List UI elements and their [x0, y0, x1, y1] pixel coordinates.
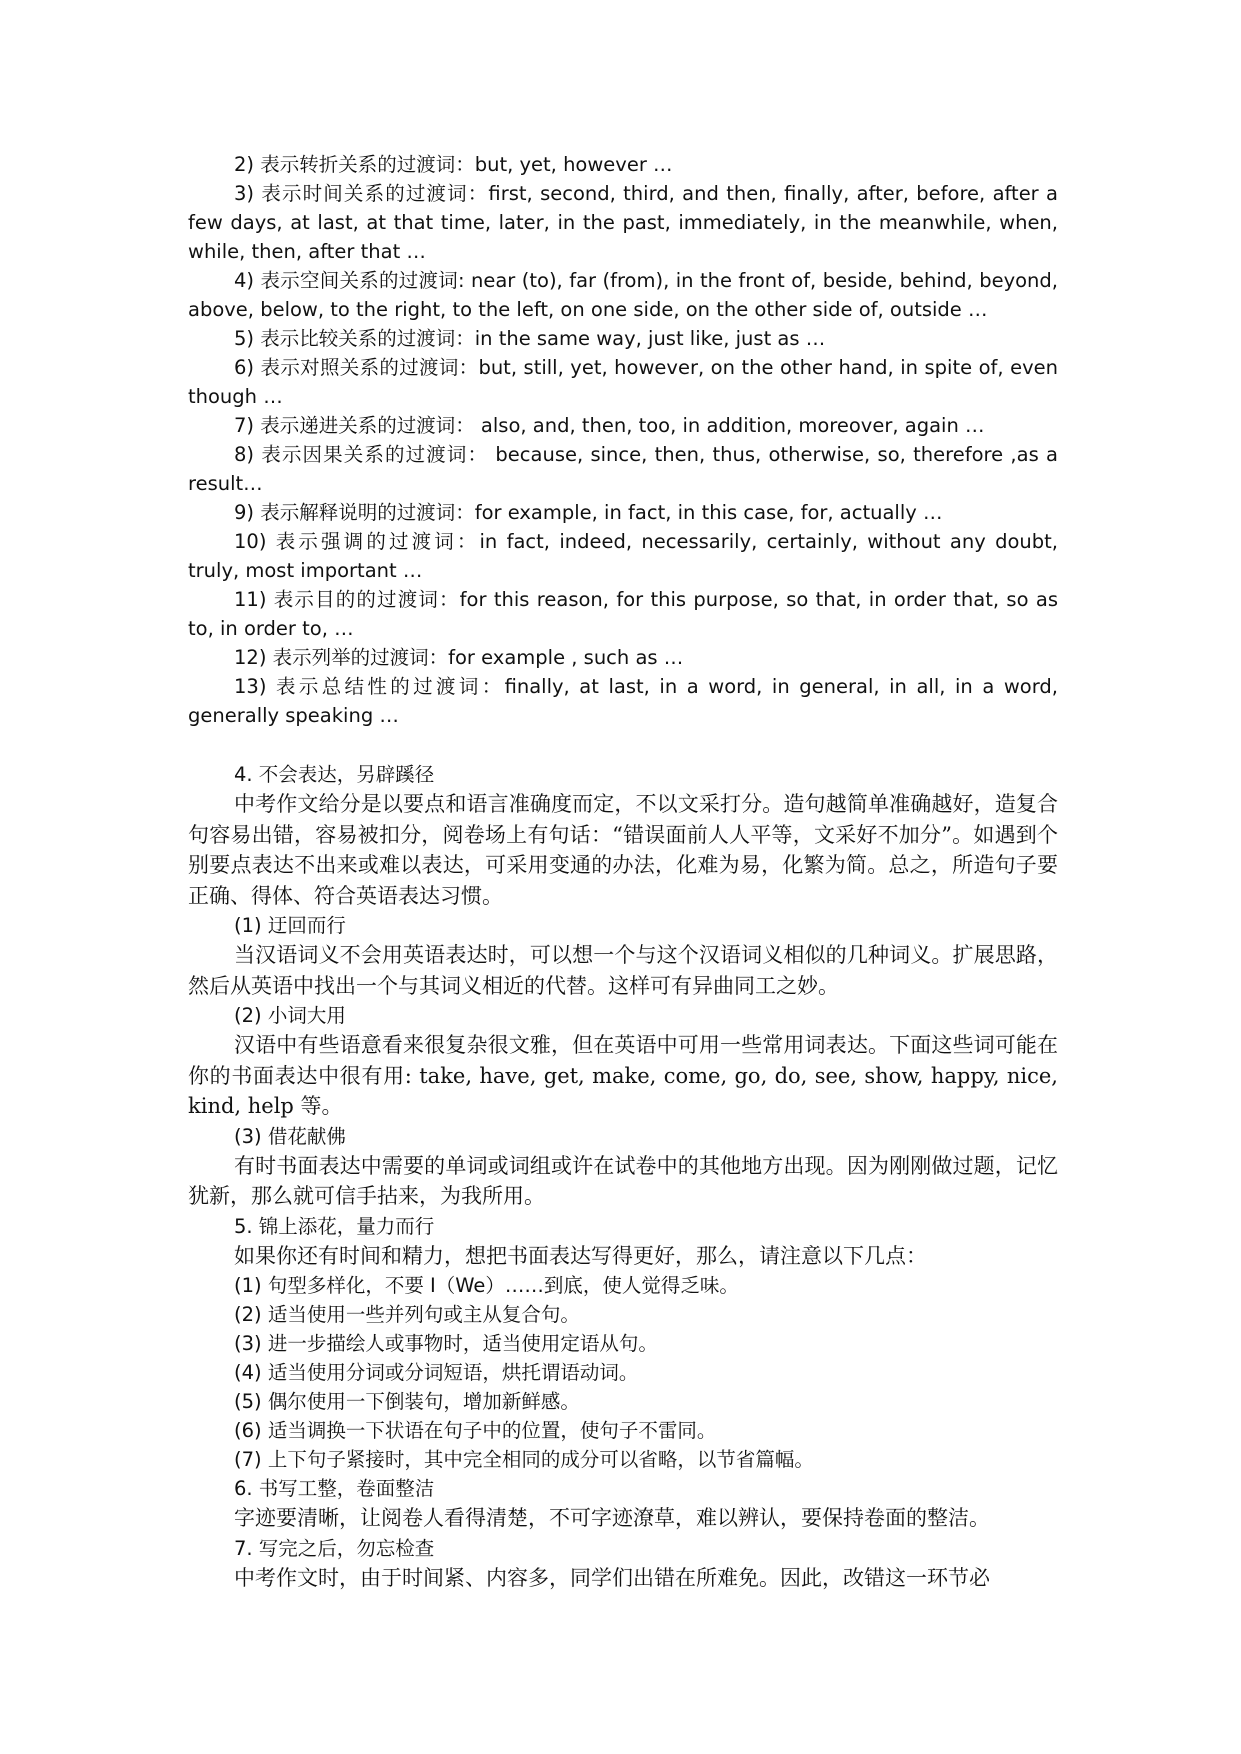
section-paragraph: 字迹要清晰，让阅卷人看得清楚，不可字迹潦草，难以辨认，要保持卷面的整洁。: [234, 1506, 990, 1530]
list-item: 3) 表示时间关系的过渡词：first, second, third, and then, finally, after, before, after a few days, at last, at that time, later, in the past, immediately, in the meanwhile, when, while, then, after that …: [188, 182, 1058, 263]
list-item: 13) 表示总结性的过渡词：finally, at last, in a word, in general, in all, in a word, generally speaking …: [188, 675, 1058, 727]
list-item: 5) 表示比较关系的过渡词：in the same way, just like, just as …: [234, 327, 826, 350]
list-item: 8) 表示因果关系的过渡词： because, since, then, thus, otherwise, so, therefore ,as a result…: [188, 443, 1058, 495]
section-paragraph: 中考作文时，由于时间紧、内容多，同学们出错在所难免。因此，改错这一环节必: [234, 1565, 990, 1590]
section-7: [188, 1534, 1058, 1594]
list-item: (7) 上下句子紧接时，其中完全相同的成分可以省略，以节省篇幅。: [234, 1448, 814, 1471]
section-paragraph: 如果你还有时间和精力，想把书面表达写得更好，那么，请注意以下几点：: [234, 1243, 927, 1268]
list-item: 10) 表示强调的过渡词：in fact, indeed, necessarily, certainly, without any doubt, truly, most important …: [188, 530, 1058, 582]
list-item: (4) 适当使用分词或分词短语，烘托谓语动词。: [234, 1361, 639, 1384]
section-heading: 7. 写完之后，勿忘检查: [234, 1536, 435, 1560]
section-paragraph: 有时书面表达中需要的单词或词组或许在试卷中的其他地方出现。因为刚刚做过题，记忆犹新，那么就可信手拈来，为我所用。: [188, 1153, 1058, 1208]
section-paragraph: 中考作文给分是以要点和语言准确度而定，不以文采打分。造句越简单准确越好，造复合句容易出错，容易被扣分，阅卷场上有句话：“错误面前人人平等，文采好不加分”。如遇到个别要点表达不出来或难以表达，可采用变通的办法，化难为易，化繁为简。总之，所造句子要正确、得体、符合英语表达习惯。: [188, 792, 1058, 908]
section-6: [188, 1474, 1058, 1534]
section-4: [188, 760, 1058, 1212]
list-item: (3) 进一步描绘人或事物时，适当使用定语从句。: [234, 1332, 658, 1355]
subsection-title: (1) 迂回而行: [234, 914, 346, 937]
section-5: [188, 1212, 1058, 1475]
section-heading: 4. 不会表达，另辟蹊径: [234, 763, 435, 786]
subsection-title: (3) 借花献佛: [234, 1124, 346, 1148]
section-paragraph: 汉语中有些语意看来很复杂很文雅，但在英语中可用一些常用词表达。下面这些词可能在你的书面表达中很有用: take, have, get, make, come, go, do, see, show, happy, nice, kind, help 等。: [188, 1033, 1058, 1118]
spacer: [188, 730, 1058, 760]
section-heading: 6. 书写工整，卷面整洁: [234, 1477, 435, 1500]
list-item: (6) 适当调换一下状语在句子中的位置，使句子不雷同。: [234, 1419, 717, 1442]
list-item: 2) 表示转折关系的过渡词：but, yet, however …: [234, 153, 673, 176]
list-item: 7) 表示递进关系的过渡词： also, and, then, too, in addition, moreover, again …: [234, 414, 985, 437]
list-item: 9) 表示解释说明的过渡词：for example, in fact, in this case, for, actually …: [234, 501, 943, 524]
list-item: 12) 表示列举的过渡词：for example , such as …: [234, 646, 684, 669]
section-heading: 5. 锦上添花，量力而行: [234, 1214, 435, 1238]
list-item: 11) 表示目的的过渡词：for this reason, for this purpose, so that, in order that, so as to, in order to, …: [188, 588, 1058, 640]
list-item: (2) 适当使用一些并列句或主从复合句。: [234, 1303, 580, 1326]
section-paragraph: 当汉语词义不会用英语表达时，可以想一个与这个汉语词义相似的几种词义。扩展思路，然后从英语中找出一个与其词义相近的代替。这样可有异曲同工之妙。: [188, 943, 1058, 998]
list-item: 6) 表示对照关系的过渡词：but, still, yet, however, on the other hand, in spite of, even though …: [188, 356, 1058, 408]
subsection-title: (2) 小词大用: [234, 1004, 346, 1027]
list-item: 4) 表示空间关系的过渡词: near (to), far (from), in the front of, beside, behind, beyond, above, below, to the right, to the left, on one side, on the other side of, outside …: [188, 269, 1058, 321]
transition-words-list: [188, 150, 1058, 730]
list-item: (5) 偶尔使用一下倒装句，增加新鲜感。: [234, 1390, 580, 1413]
list-item: (1) 句型多样化，不要 I（We）……到底，使人觉得乏味。: [234, 1274, 739, 1297]
